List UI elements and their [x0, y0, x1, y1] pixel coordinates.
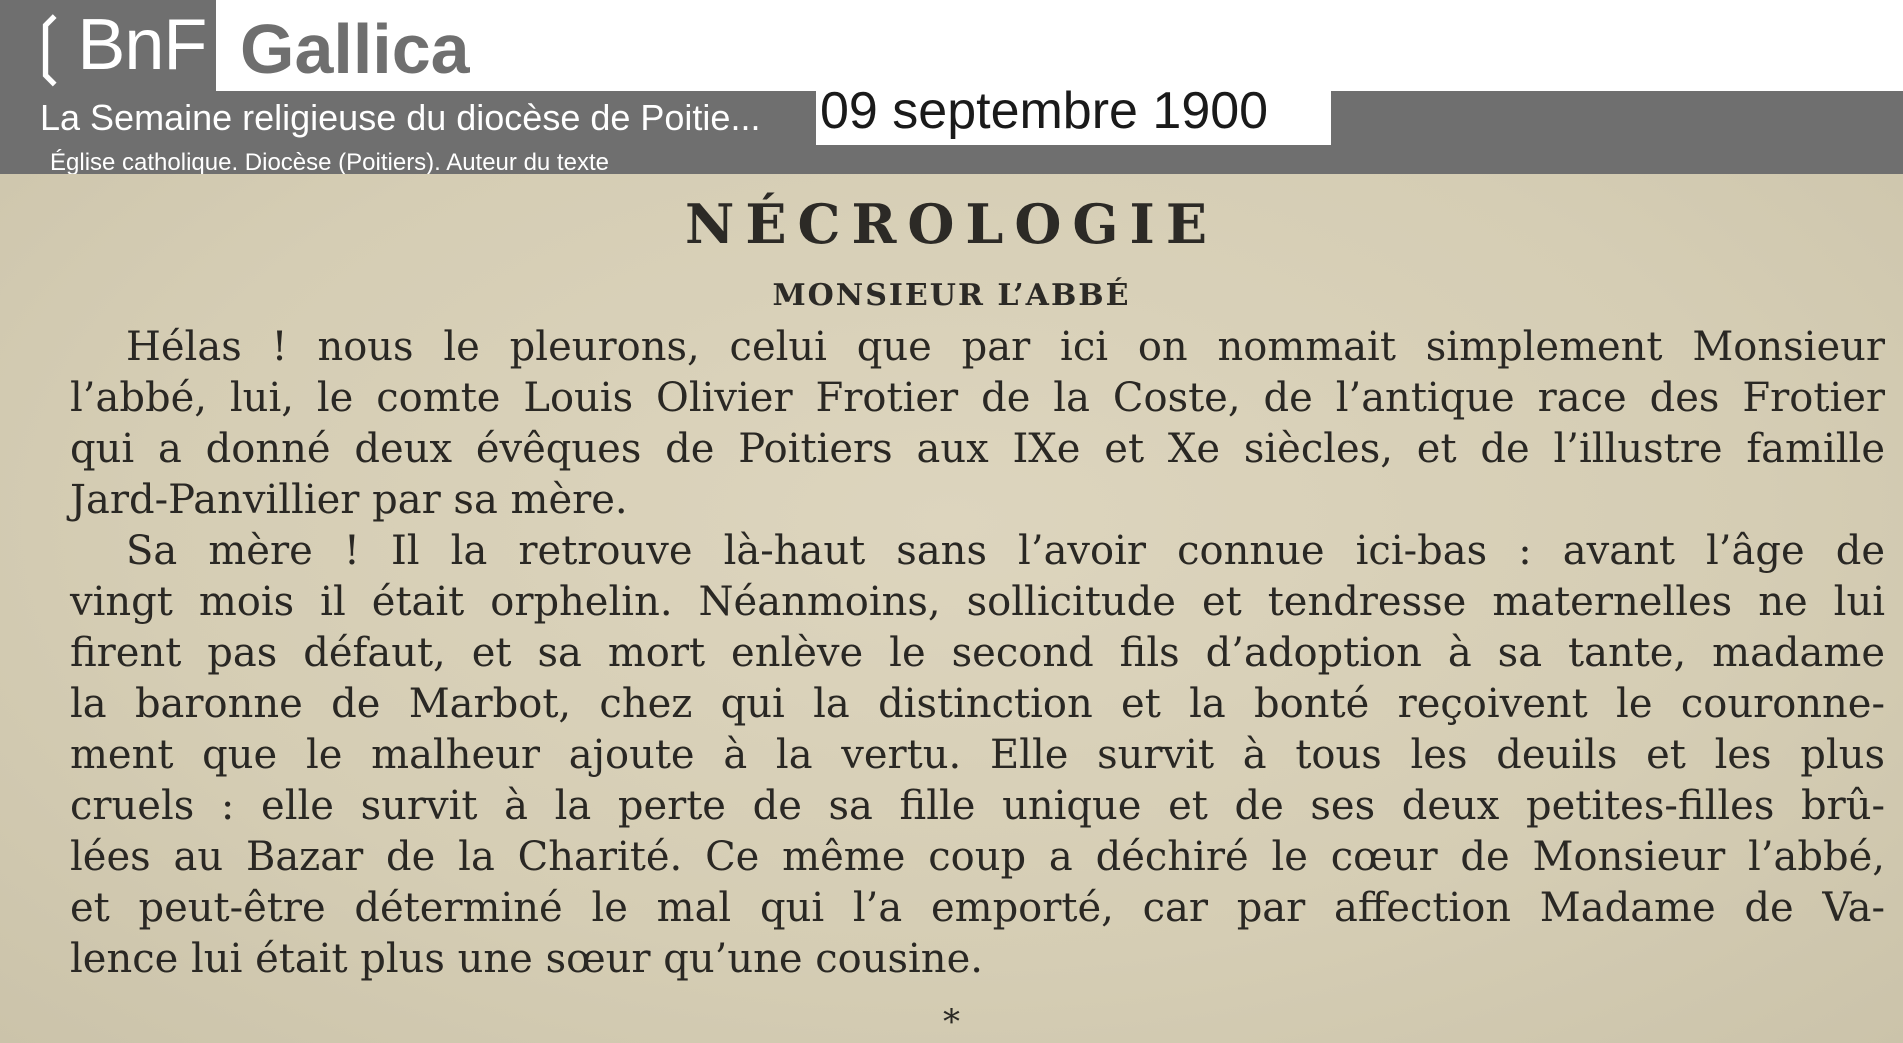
- text-line: et peut-être déterminé le mal qui l’a emporté, car par affection Madame de Va-: [70, 885, 1885, 931]
- text-line: Sa mère ! Il la retrouve là-haut sans l’avoir connue ici-bas : avant l’âge de: [126, 528, 1885, 574]
- document-title[interactable]: La Semaine religieuse du diocèse de Poitie...: [40, 97, 761, 138]
- text-line: qui a donné deux évêques de Poitiers aux IXe et Xe siècles, et de l’illustre famille: [70, 426, 1885, 472]
- bnf-logo[interactable]: ❲BnF: [0, 0, 216, 91]
- text-line: lées au Bazar de la Charité. Ce même coup a déchiré le cœur de Monsieur l’abbé,: [70, 834, 1885, 880]
- text-line: firent pas défaut, et sa mort enlève le second fils d’adoption à sa tante, madame: [70, 630, 1885, 676]
- text-line: Hélas ! nous le pleurons, celui que par ici on nommait simplement Monsieur: [126, 324, 1885, 370]
- issue-date: 09 septembre 1900: [816, 82, 1331, 145]
- section-separator: *: [943, 1002, 960, 1042]
- document-author[interactable]: Église catholique. Diocèse (Poitiers). Auteur du texte: [50, 149, 609, 174]
- article-body: [70, 322, 1885, 985]
- text-line: ment que le malheur ajoute à la vertu. Elle survit à tous les deuils et les plus: [70, 732, 1885, 778]
- gallica-logo[interactable]: Gallica: [240, 10, 470, 88]
- text-line: l’abbé, lui, le comte Louis Olivier Frotier de la Coste, de l’antique race des Frotier: [70, 375, 1885, 421]
- text-line: cruels : elle survit à la perte de sa fille unique et de ses deux petites-filles brû-: [70, 783, 1885, 829]
- text-line: la baronne de Marbot, chez qui la distinction et la bonté reçoivent le couronne-: [70, 681, 1885, 727]
- page-subheading: MONSIEUR L’ABBÉ: [772, 278, 1131, 313]
- text-line: Jard-Panvillier par sa mère.: [70, 477, 628, 523]
- text-line: lence lui était plus une sœur qu’une cousine.: [70, 936, 983, 982]
- text-line: vingt mois il était orphelin. Néanmoins, sollicitude et tendresse maternelles ne lui: [70, 579, 1885, 625]
- top-bar: [0, 0, 1903, 91]
- page-heading: NÉCROLOGIE: [685, 192, 1218, 256]
- page-scan: [0, 174, 1903, 1043]
